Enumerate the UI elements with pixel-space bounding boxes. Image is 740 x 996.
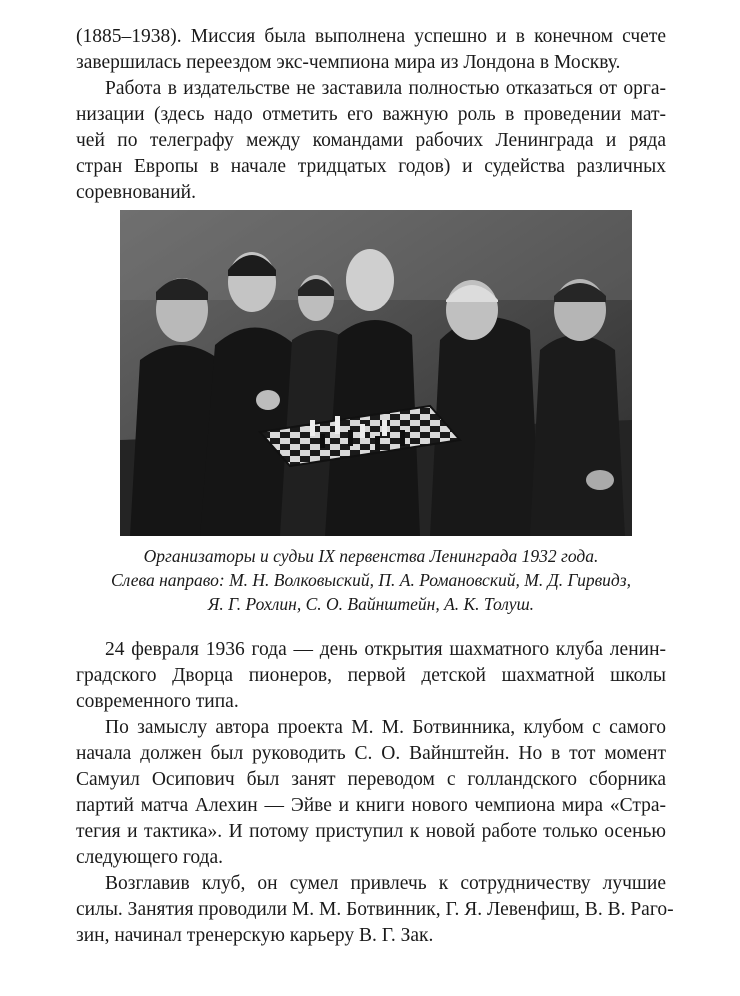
text-line: чей по телеграфу между командами рабочих Ленинграда и ряда bbox=[76, 130, 666, 151]
text-line: зин, начинал тренерскую карьеру В. Г. Зак. bbox=[76, 925, 434, 946]
text-line: градского Дворца пионеров, первой детской шахматной школы bbox=[76, 665, 666, 686]
caption-line: Слева направо: М. Н. Волковыский, П. А. Романовский, М. Д. Гирвидз, bbox=[110, 570, 631, 590]
text-line: соревнований. bbox=[76, 182, 196, 203]
text-line: современного типа. bbox=[76, 691, 239, 712]
text-line: 24 февраля 1936 года — день открытия шахматного клуба ленин- bbox=[105, 639, 666, 660]
text-line: стран Европы в начале тридцатых годов) и судейства различных bbox=[76, 156, 666, 177]
text-line: (1885–1938). Миссия была выполнена успешно и в конечном счете bbox=[76, 26, 666, 47]
caption-line: Я. Г. Рохлин, С. О. Вайнштейн, А. К. Толуш. bbox=[207, 594, 535, 614]
text-line: завершилась переездом экс-чемпиона мира из Лондона в Москву. bbox=[76, 52, 621, 73]
text-line: Самуил Осипович был занят переводом с голландского сборника bbox=[76, 769, 666, 790]
group-photo bbox=[120, 210, 632, 536]
photo-illustration bbox=[120, 210, 632, 536]
text-line: начала должен был руководить С. О. Вайнштейн. Но в тот момент bbox=[76, 743, 666, 764]
text-line: следующего года. bbox=[76, 847, 223, 868]
text-line: По замыслу автора проекта М. М. Ботвинника, клубом с самого bbox=[105, 717, 666, 738]
text-line: силы. Занятия проводили М. М. Ботвинник, Г. Я. Левенфиш, В. В. Раго- bbox=[76, 899, 674, 920]
text-line: Возглавив клуб, он сумел привлечь к сотрудничеству лучшие bbox=[105, 873, 666, 894]
caption-line: Организаторы и судьи IX первенства Ленинграда 1932 года. bbox=[143, 546, 599, 566]
text-line: тегия и тактика». И потому приступил к новой работе только осенью bbox=[76, 821, 666, 842]
text-line: низации (здесь надо отметить его важную роль в проведении мат- bbox=[76, 104, 666, 125]
text-line: партий матча Алехин — Эйве и книги нового чемпиона мира «Стра- bbox=[76, 795, 666, 816]
text-line: Работа в издательстве не заставила полностью отказаться от орга- bbox=[105, 78, 666, 99]
